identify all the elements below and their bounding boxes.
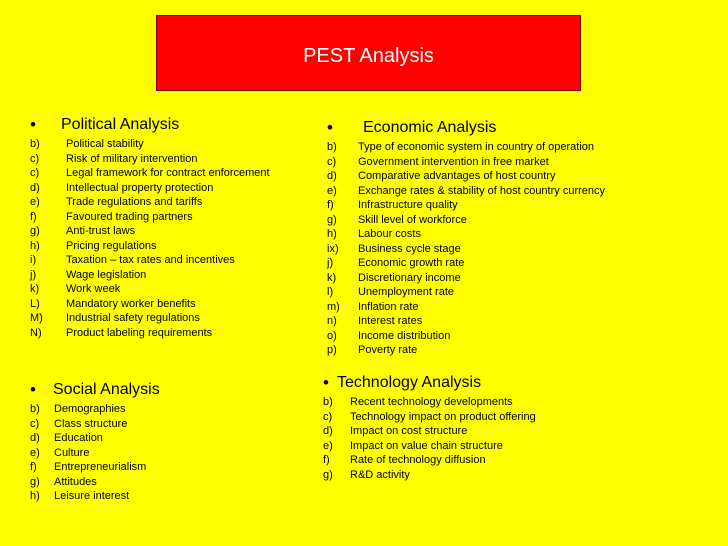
item-marker: g) xyxy=(30,475,40,488)
item-text: Anti-trust laws xyxy=(66,225,136,237)
item-marker: k) xyxy=(30,283,40,295)
item-text: Education xyxy=(54,432,103,444)
item-marker: j) xyxy=(30,268,37,281)
item-text: R&D activity xyxy=(350,468,410,481)
item-text: Labour costs xyxy=(358,228,421,240)
item-text: Demographies xyxy=(54,403,126,415)
item-marker: n) xyxy=(327,315,337,327)
item-text: Poverty rate xyxy=(358,344,418,356)
item-text: Leisure interest xyxy=(54,490,130,502)
item-text: Interest rates xyxy=(358,315,423,327)
item-marker: g) xyxy=(323,468,333,481)
item-text: Risk of military intervention xyxy=(66,152,198,165)
item-text: Entrepreneurialism xyxy=(54,461,147,473)
item-marker: d) xyxy=(30,181,40,194)
bullet-icon: • xyxy=(323,373,329,392)
economic-analysis-heading: Economic Analysis xyxy=(363,119,497,136)
item-text: Pricing regulations xyxy=(66,239,157,252)
item-text: Mandatory worker benefits xyxy=(66,297,196,310)
item-marker: g) xyxy=(30,225,40,237)
item-text: Infrastructure quality xyxy=(358,199,458,211)
item-text: Comparative advantages of host country xyxy=(358,170,556,182)
item-marker: c) xyxy=(30,152,40,165)
item-marker: j) xyxy=(327,257,334,269)
item-marker: d) xyxy=(30,432,40,444)
item-text: Impact on value chain structure xyxy=(350,439,503,452)
item-marker: h) xyxy=(30,239,40,252)
bullet-icon: • xyxy=(327,118,333,137)
item-marker: c) xyxy=(30,417,40,430)
item-text: Unemployment rate xyxy=(358,286,454,298)
item-text: Impact on cost structure xyxy=(350,425,468,437)
item-text: Discretionary income xyxy=(358,271,461,284)
item-text: Industrial safety regulations xyxy=(66,312,200,324)
item-text: Inflation rate xyxy=(358,300,419,313)
item-text: Work week xyxy=(66,283,121,295)
item-marker: f) xyxy=(30,210,37,223)
item-text: Skill level of workforce xyxy=(358,213,467,226)
item-marker: e) xyxy=(30,446,40,459)
item-marker: o) xyxy=(327,329,337,342)
item-text: Income distribution xyxy=(358,329,451,342)
item-marker: h) xyxy=(30,490,40,502)
bullet-icon: • xyxy=(30,115,36,134)
item-marker: f) xyxy=(30,461,37,473)
item-marker: N) xyxy=(30,326,42,339)
item-marker: b) xyxy=(30,138,40,150)
item-text: Exchange rates & stability of host country currency xyxy=(358,184,606,197)
item-text: Favoured trading partners xyxy=(66,210,193,223)
item-marker: d) xyxy=(323,425,333,437)
item-text: Political stability xyxy=(66,138,144,150)
item-marker: b) xyxy=(30,403,40,415)
item-marker: k) xyxy=(327,271,337,284)
item-text: Attitudes xyxy=(54,475,97,488)
item-text: Rate of technology diffusion xyxy=(350,454,486,466)
item-marker: i) xyxy=(30,254,37,266)
item-text: Wage legislation xyxy=(66,268,147,281)
item-text: Intellectual property protection xyxy=(66,181,214,194)
social-analysis-heading: Social Analysis xyxy=(53,381,160,398)
item-text: Type of economic system in country of operation xyxy=(358,141,595,153)
item-text: Trade regulations and tariffs xyxy=(66,196,203,208)
item-text: Government intervention in free market xyxy=(358,155,549,168)
technology-analysis-heading: Technology Analysis xyxy=(337,374,482,391)
item-text: Recent technology developments xyxy=(350,396,513,408)
item-marker: d) xyxy=(327,170,337,182)
item-marker: b) xyxy=(323,396,333,408)
item-marker: l) xyxy=(327,286,334,298)
political-analysis-heading: Political Analysis xyxy=(61,116,180,133)
item-text: Economic growth rate xyxy=(358,257,465,269)
item-text: Legal framework for contract enforcement xyxy=(66,167,270,179)
page-title: PEST Analysis xyxy=(303,45,434,67)
item-marker: L) xyxy=(30,297,40,310)
item-text: Class structure xyxy=(54,417,128,430)
item-text: Taxation – tax rates and incentives xyxy=(66,254,235,266)
item-marker: c) xyxy=(30,167,40,179)
title-box xyxy=(156,15,581,91)
item-marker: M) xyxy=(30,312,43,324)
item-marker: e) xyxy=(30,196,40,208)
item-text: Product labeling requirements xyxy=(66,326,213,339)
item-marker: c) xyxy=(327,155,337,168)
item-marker: c) xyxy=(323,410,333,423)
bullet-icon: • xyxy=(30,380,36,399)
item-text: Technology impact on product offering xyxy=(350,410,536,423)
item-marker: e) xyxy=(323,439,333,452)
item-marker: e) xyxy=(327,184,337,197)
item-marker: ix) xyxy=(327,242,339,255)
item-marker: h) xyxy=(327,228,337,240)
item-marker: f) xyxy=(327,199,334,211)
item-marker: p) xyxy=(327,344,337,356)
item-text: Business cycle stage xyxy=(358,242,461,255)
item-marker: f) xyxy=(323,454,330,466)
item-marker: b) xyxy=(327,141,337,153)
item-marker: g) xyxy=(327,213,337,226)
item-marker: m) xyxy=(327,300,340,313)
item-text: Culture xyxy=(54,446,90,459)
